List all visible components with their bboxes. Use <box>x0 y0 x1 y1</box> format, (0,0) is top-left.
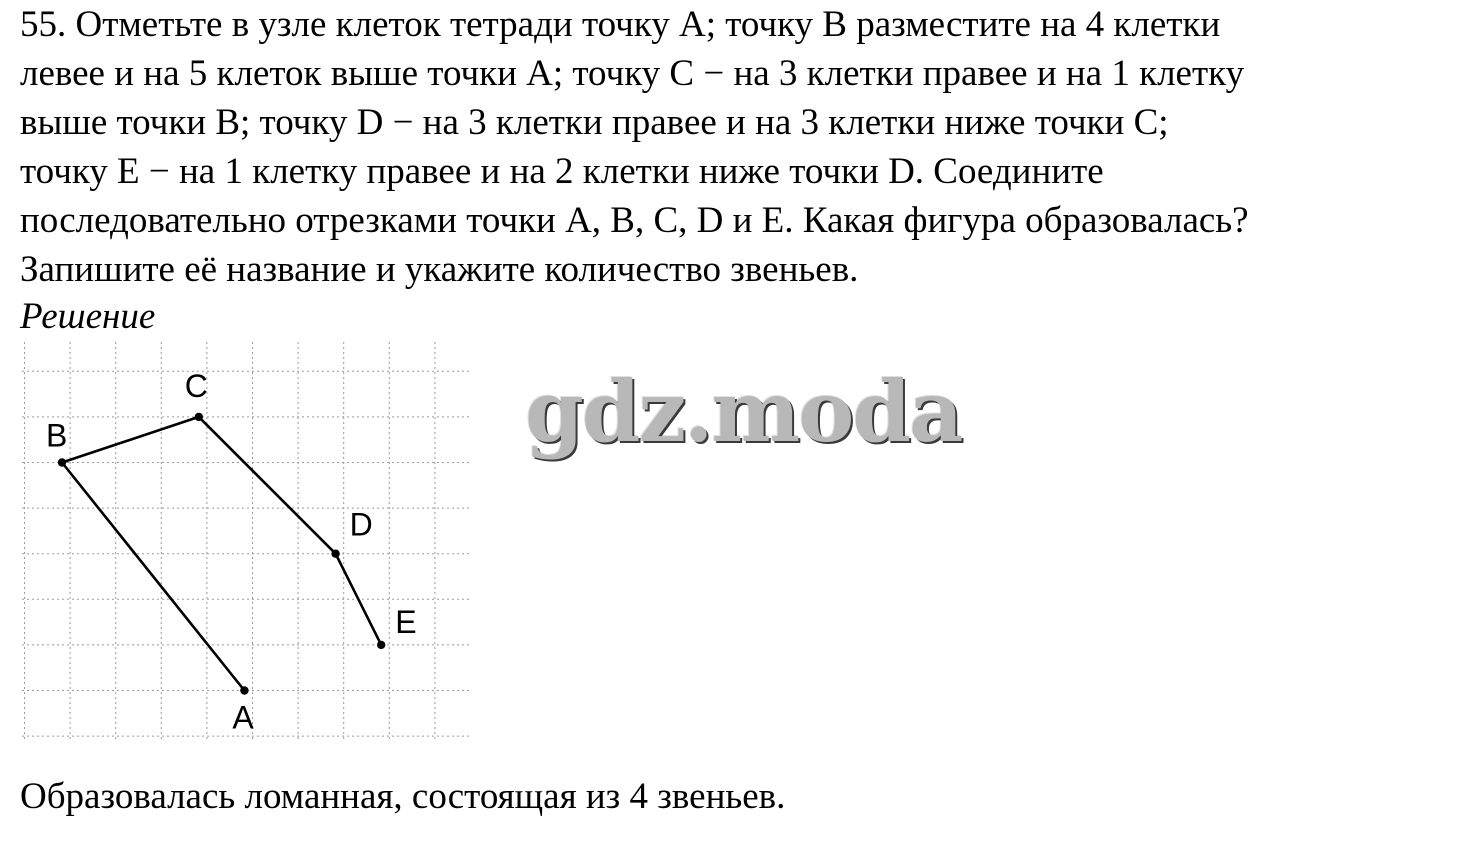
task-line: Запишите её название и укажите количество звеньев. <box>20 249 859 290</box>
answer-text: Образовалась ломанная, состоящая из 4 звеньев. <box>20 776 786 817</box>
point-a <box>240 686 248 694</box>
task-line: точку E − на 1 клетку правее и на 2 клетки ниже точки D. Соедините <box>20 151 1104 192</box>
polyline-figure <box>0 336 480 756</box>
task-line: 55. Отметьте в узле клеток тетради точку A; точку B разместите на 4 клетки <box>20 4 1221 45</box>
point-label-b: B <box>46 417 68 454</box>
point-label-a: A <box>232 699 254 736</box>
point-e <box>377 641 385 649</box>
segment-AB <box>62 463 244 691</box>
task-text <box>20 0 1450 294</box>
point-d <box>331 550 339 558</box>
segment-CD <box>199 417 336 554</box>
solution-heading: Решение <box>20 296 156 337</box>
task-line: последовательно отрезками точки A, B, C, D и E. Какая фигура образовалась? <box>20 200 1249 241</box>
watermark-logo: gdz.moda <box>525 362 962 461</box>
segment-BC <box>62 417 199 463</box>
point-label-e: E <box>395 603 417 640</box>
point-b <box>58 458 66 466</box>
polyline-points <box>46 368 417 736</box>
task-line: левее и на 5 клеток выше точки A; точку C − на 3 клетки правее и на 1 клетку <box>20 53 1245 94</box>
point-label-d: D <box>349 506 373 543</box>
point-label-c: C <box>184 367 208 404</box>
point-c <box>195 413 203 421</box>
notebook-grid <box>22 342 470 742</box>
task-line: выше точки B; точку D − на 3 клетки правее и на 3 клетки ниже точки C; <box>20 102 1169 143</box>
